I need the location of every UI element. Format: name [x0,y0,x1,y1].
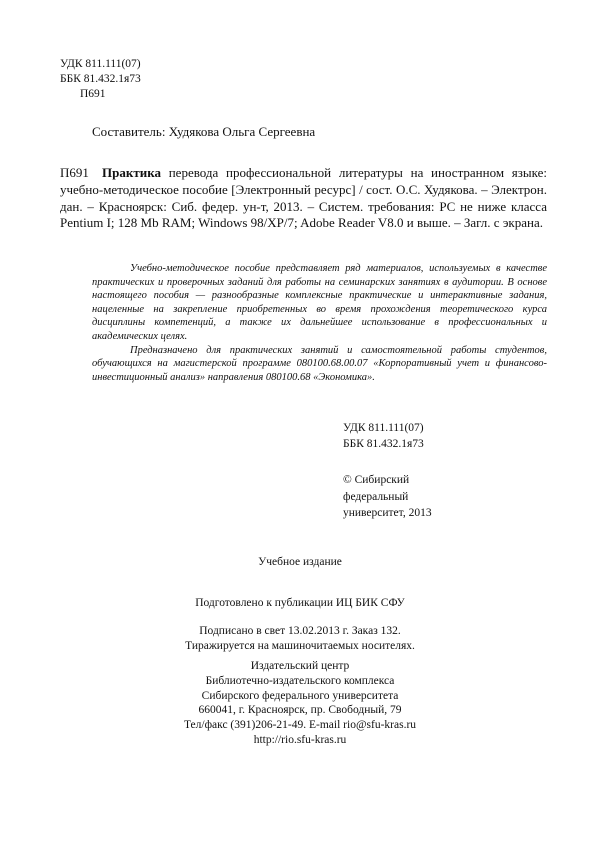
bottom-udk-code: УДК 811.111(07) [343,422,424,434]
bottom-bbk-code: ББК 81.432.1я73 [343,437,424,450]
publisher-line-1: Издательский центр [250,660,350,672]
signed-date: Подписано в свет 13.02.2013 г. Заказ 132. [199,625,401,637]
prepared-by: Подготовлено к публикации ИЦ БИК СФУ [195,597,405,609]
publisher-line-2: Библиотечно-издательского комплекса [205,674,395,687]
publisher-contacts: Тел/факс (391)206-21-49. E-mail rio@sfu-kras.ru [183,719,417,732]
classification-codes [60,57,141,102]
publisher-url[interactable]: http://rio.sfu-kras.ru [253,733,347,746]
bottom-classification-codes [343,421,424,452]
annotation-paragraph-1: Учебно-методическое пособие представляет ряд материалов, используемых в качестве практических и проверочных заданий для работы на семинарских занятиях в аудитории. В основе настоящего пособия — разнообразные комплексные практические и интерактивные задания, нацеленные на закрепление приобретенных во время прохождения теоретического курса дисциплины компетенций, а также их дальнейшее использование в профессиональных и академических целях. [92,263,547,342]
author-mark: П691 [80,88,106,100]
publication-info [0,624,600,654]
copyright-line-3: университет, 2013 [343,507,432,519]
copyright-notice [343,472,473,522]
annotation-paragraph-2: Предназначено для практических занятий и самостоятельной работы студентов, обучающихся на магистерской программе 080100.68.00.07 «Корпоративный учет и финансово-инвестиционный анализ» направления 080100.68 «Экономика». [92,344,547,383]
publisher-block [0,659,600,748]
annotation [92,262,547,384]
publisher-line-3: Сибирского федерального университета [201,689,399,702]
udk-code: УДК 811.111(07) [60,58,141,70]
replication-note: Тиражируется на машиночитаемых носителях. [185,640,415,652]
bbk-code: ББК 81.432.1я73 [60,73,141,85]
compiler-line: Составитель: Худякова Ольга Сергеевна [92,124,316,139]
entry-title: Практика [102,165,162,180]
copyright-line-1: © Сибирский [343,474,410,486]
bibliographic-entry [60,165,547,232]
edition-type: Учебное издание [258,556,342,568]
entry-text: перевода профессиональной литературы на иностранном языке: учебно-методическое пособие [Электронный ресурс] / сост. О.С. Худякова. – Электрон. дан. – Красноярск: Сиб. федер. ун-т, 2013. – Систем. требования: PC не ниже класса Pentium I; 128 Mb RAM; Windows 98/XP/7; Adobe Reader V8.0 и выше. – Загл. с экрана. [60,165,547,231]
entry-body [60,165,547,232]
publisher-address: 660041, г. Красноярск, пр. Свободный, 79 [198,704,402,717]
copyright-line-2: федеральный [343,490,409,503]
entry-code: П691 [60,165,89,180]
